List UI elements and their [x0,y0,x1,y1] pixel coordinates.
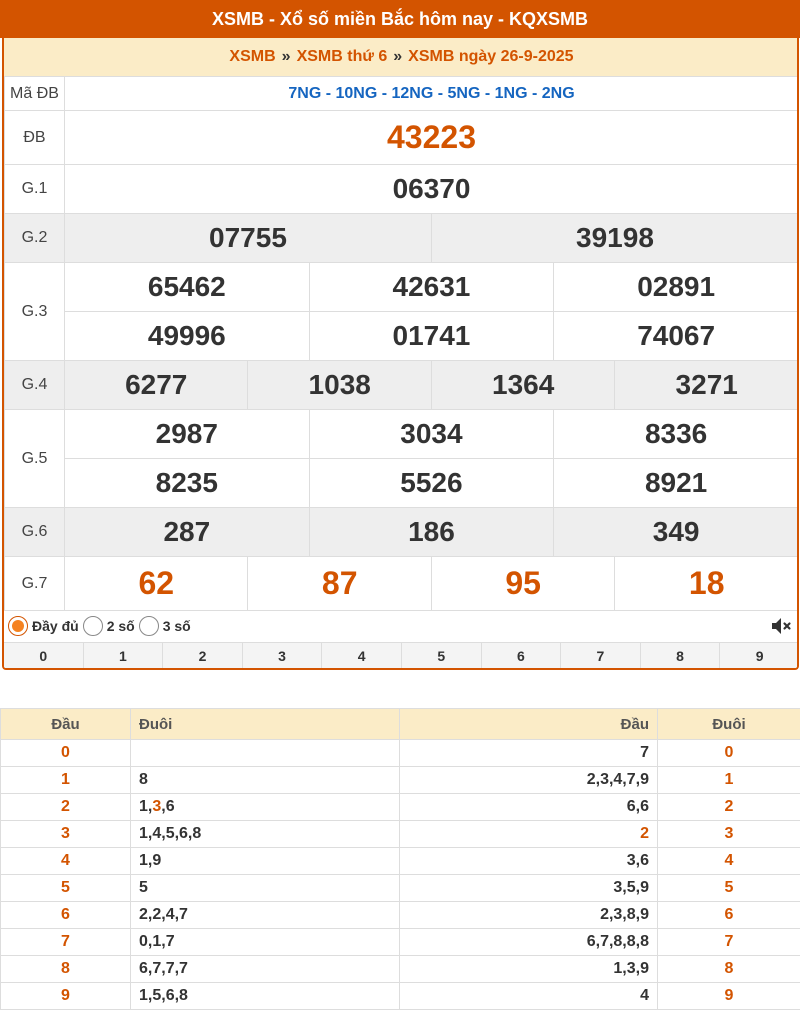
breadcrumb-separator: » [281,48,291,65]
digit-filter-button[interactable]: 2 [163,643,243,668]
prize-number: 186 [309,508,554,557]
dau-digit: 6 [1,902,131,929]
duoi-values: 1,9 [131,848,400,875]
prize-number: 3034 [309,410,554,459]
prize-number: 8921 [554,459,799,508]
dau-digit: 7 [1,929,131,956]
prize-number: 65462 [65,263,310,312]
dau-values: 1,3,9 [400,956,658,983]
dau-values: 7 [400,740,658,767]
ma-db-row [5,77,799,111]
dau-values: 2,3,4,7,9 [400,767,658,794]
dau-digit: 2 [1,794,131,821]
option-two-digits[interactable] [83,616,135,636]
page-title: XSMB - Xổ số miền Bắc hôm nay - KQXSMB [0,0,800,38]
prize-label: G.2 [5,214,65,263]
dau-digit: 0 [1,740,131,767]
duoi-values: 0,1,7 [131,929,400,956]
prize-g7-row [5,557,799,611]
duoi-values: 8 [131,767,400,794]
ma-db-label: Mã ĐB [5,77,65,111]
radio-two-digits[interactable] [83,616,103,636]
prize-number: 5526 [309,459,554,508]
prize-label: G.1 [5,165,65,214]
duoi-digit: 6 [658,902,800,929]
prize-g3-row [5,312,799,361]
breadcrumb [4,38,799,76]
duoi-value-part: ,6 [161,798,175,815]
breadcrumb-link-date[interactable]: XSMB ngày 26-9-2025 [408,48,574,65]
dau-digit: 5 [1,875,131,902]
prize-label: G.3 [5,263,65,361]
digit-filter-button[interactable]: 9 [755,647,764,664]
header-duoi: Đuôi [658,709,800,740]
duoi-values: 6,7,7,7 [131,956,400,983]
loto-row [1,740,800,767]
loto-header-row [1,709,800,740]
prize-number: 95 [431,557,614,611]
option-full-label: Đầy đủ [32,618,79,634]
prize-g3-row [5,263,799,312]
loto-head-tail-table [0,708,800,1010]
duoi-digit: 9 [658,983,800,1010]
dau-values: 6,7,8,8,8 [400,929,658,956]
prize-label: G.7 [5,557,65,611]
digit-filter-button[interactable]: 8 [641,643,721,668]
prize-label: G.6 [5,508,65,557]
prize-number: 01741 [309,312,554,361]
prize-number: 06370 [65,165,799,214]
prize-label: G.4 [5,361,65,410]
dau-values: 2,3,8,9 [400,902,658,929]
special-prize-number: 43223 [65,111,799,165]
prize-number: 6277 [65,361,248,410]
prize-number: 349 [554,508,799,557]
loto-row [1,821,800,848]
loto-row [1,929,800,956]
duoi-digit: 1 [658,767,800,794]
prize-number: 02891 [554,263,799,312]
option-three-digits[interactable] [139,616,191,636]
loto-row [1,956,800,983]
dau-values: 2 [400,821,658,848]
loto-row [1,767,800,794]
loto-row [1,875,800,902]
duoi-digit: 4 [658,848,800,875]
breadcrumb-separator: » [393,48,403,65]
dau-digit: 1 [1,767,131,794]
prize-number: 1364 [431,361,614,410]
radio-three-digits[interactable] [139,616,159,636]
prize-number: 1038 [248,361,431,410]
prize-db-row [5,111,799,165]
digit-filter-button[interactable]: 6 [482,643,562,668]
display-options [4,610,799,642]
dau-digit: 3 [1,821,131,848]
dau-digit: 9 [1,983,131,1010]
duoi-digit: 7 [658,929,800,956]
dau-values: 6,6 [400,794,658,821]
breadcrumb-link-weekday[interactable]: XSMB thứ 6 [296,48,388,65]
loto-row [1,848,800,875]
duoi-digit: 2 [658,794,800,821]
digit-filter-button[interactable]: 7 [561,643,641,668]
radio-full[interactable] [8,616,28,636]
prize-number: 18 [615,557,799,611]
prize-g2-row [5,214,799,263]
duoi-values [131,794,400,821]
prize-number: 42631 [309,263,554,312]
prize-g4-row [5,361,799,410]
prize-number: 8336 [554,410,799,459]
header-duoi: Đuôi [131,709,400,740]
prize-label: ĐB [5,111,65,165]
header-dau: Đầu [400,709,658,740]
duoi-values: 2,2,4,7 [131,902,400,929]
duoi-value-part: 3 [152,798,162,815]
duoi-values [131,740,400,767]
digit-filter-bar [4,642,799,668]
digit-filter-button[interactable]: 1 [84,643,164,668]
duoi-values: 1,4,5,6,8 [131,821,400,848]
results-box [2,0,799,670]
prize-number: 8235 [65,459,310,508]
prize-number: 39198 [431,214,798,263]
option-two-digits-label: 2 số [106,618,135,634]
duoi-digit: 5 [658,875,800,902]
prize-g5-row [5,410,799,459]
loto-row [1,983,800,1010]
digit-filter-button[interactable]: 5 [402,643,482,668]
dau-digit: 4 [1,848,131,875]
prize-number: 287 [65,508,310,557]
loto-row [1,794,800,821]
duoi-digit: 3 [658,821,800,848]
duoi-digit: 8 [658,956,800,983]
prize-number: 87 [248,557,431,611]
duoi-digit: 0 [658,740,800,767]
duoi-values: 5 [131,875,400,902]
prize-number: 62 [65,557,248,611]
option-full[interactable] [8,616,79,636]
dau-values: 3,6 [400,848,658,875]
duoi-values: 1,5,6,8 [131,983,400,1010]
results-table [4,76,799,611]
dau-values: 4 [400,983,658,1010]
loto-row [1,902,800,929]
prize-number: 3271 [615,361,799,410]
option-three-digits-label: 3 số [162,618,191,634]
prize-g6-row [5,508,799,557]
dau-digit: 8 [1,956,131,983]
duoi-value-part: 1, [139,798,153,815]
prize-g5-row [5,459,799,508]
prize-label: G.5 [5,410,65,508]
loto-body [1,740,800,1010]
prize-number: 74067 [554,312,799,361]
prize-number: 2987 [65,410,310,459]
prize-g1-row [5,165,799,214]
dau-values: 3,5,9 [400,875,658,902]
prize-number: 49996 [65,312,310,361]
speaker-muted-icon[interactable] [769,614,793,638]
digit-filter-button[interactable]: 3 [243,643,323,668]
breadcrumb-link-xsmb[interactable]: XSMB [229,48,276,65]
ma-db-value: 7NG - 10NG - 12NG - 5NG - 1NG - 2NG [65,77,799,111]
digit-filter-button[interactable]: 0 [4,643,84,668]
prize-number: 07755 [65,214,432,263]
digit-filter-button[interactable]: 4 [322,643,402,668]
header-dau: Đầu [1,709,131,740]
